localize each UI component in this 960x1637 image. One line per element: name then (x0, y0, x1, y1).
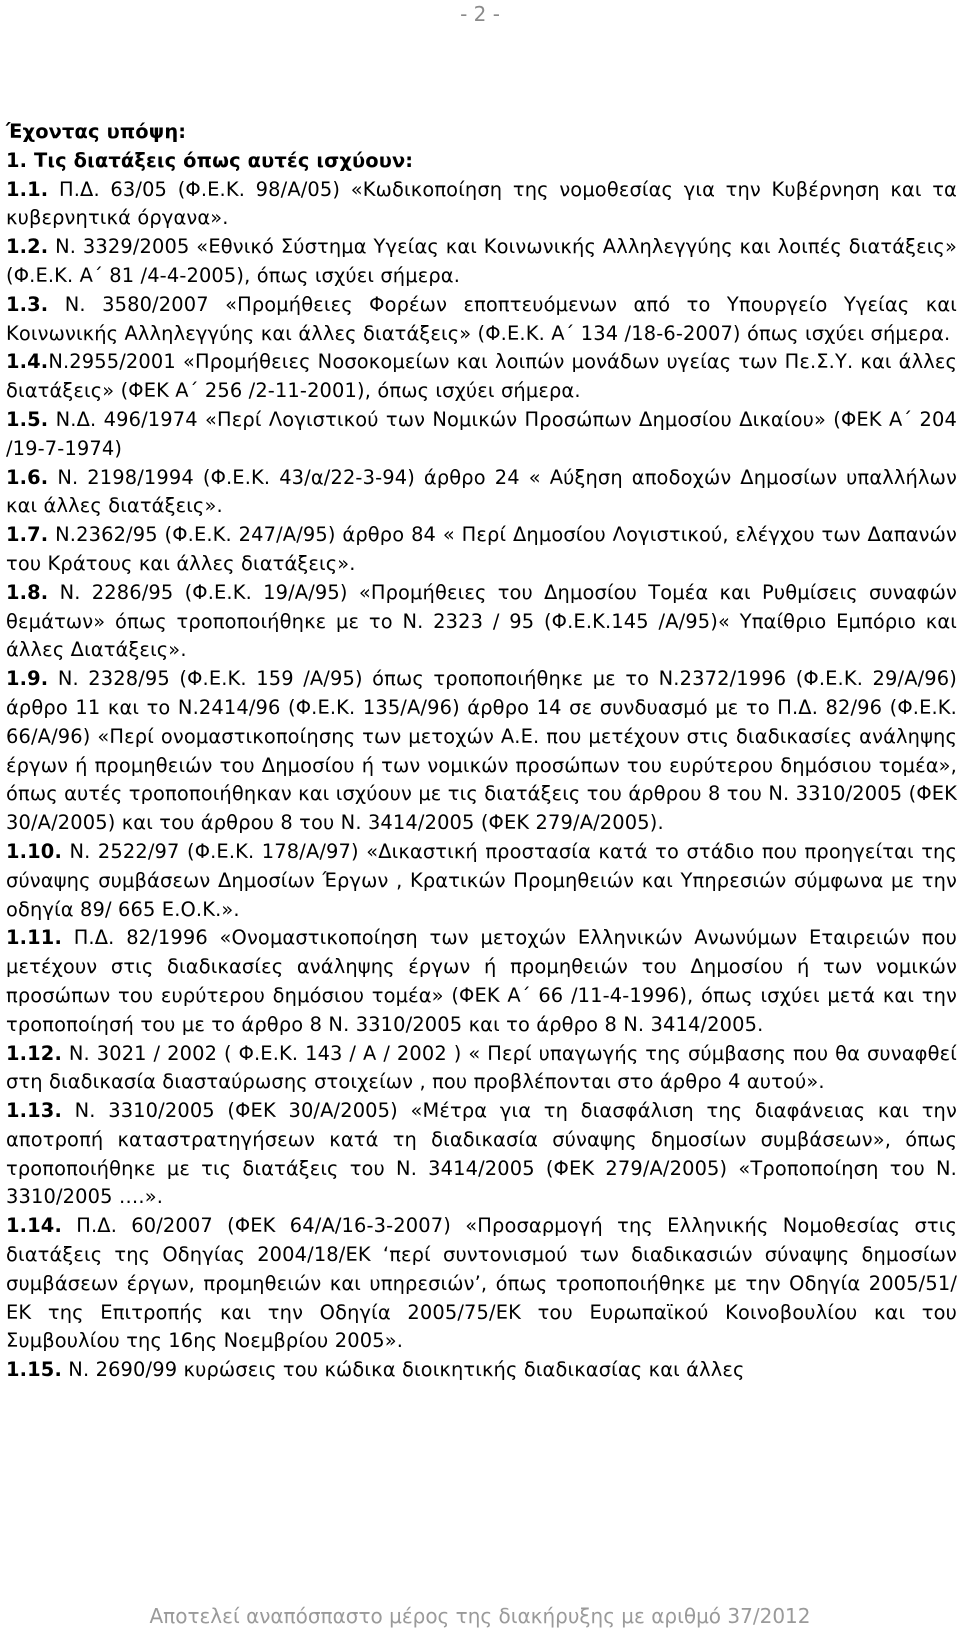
item-text: Ν. 2522/97 (Φ.Ε.Κ. 178/Α/97) «Δικαστική προστασία κατά το στάδιο που προηγείται της σύναψης συμβάσεων Δημοσίων Έργων , Κρατικών Προμηθειών και Υπηρεσιών σύμφωνα με την οδηγία 89/ 665 Ε.Ο.Κ.». (6, 839, 957, 921)
list-item (6, 176, 957, 234)
page-number: - 2 - (460, 2, 500, 26)
item-text: Ν. 3329/2005 «Εθνικό Σύστημα Υγείας και Κοινωνικής Αλληλεγγύης και λοιπές διατάξεις» (Φ.Ε.Κ. Α΄ 81 /4-4-2005), όπως ισχύει σήμερα. (6, 235, 957, 287)
item-number: 1.6. (6, 465, 49, 489)
item-number: 1.8. (6, 580, 49, 604)
item-text: Ν.2362/95 (Φ.Ε.Κ. 247/Α/95) άρθρο 84 « Περί Δημοσίου Λογιστικού, ελέγχου των Δαπανών του Κράτους και άλλες διατάξεις». (6, 523, 957, 575)
item-number: 1.3. (6, 292, 49, 316)
item-number: 1.4. (6, 350, 49, 374)
item-number: 1.2. (6, 235, 49, 259)
list-item (6, 838, 957, 924)
item-text: Π.Δ. 63/05 (Φ.Ε.Κ. 98/Α/05) «Κωδικοποίηση της νομοθεσίας για την Κυβέρνηση και τα κυβερνητικά όργανα». (6, 177, 957, 230)
item-text: Ν. 3580/2007 «Προμήθειες Φορέων εποπτευόμενων από το Υπουργείο Υγείας και Κοινωνικής Αλληλεγγύης και άλλες διατάξεις» (Φ.Ε.Κ. Α΄ 134 /18-6-2007) όπως ισχύει σήμερα. (6, 292, 957, 345)
list-item (6, 233, 957, 291)
item-text: Ν. 3310/2005 (ΦΕΚ 30/Α/2005) «Μέτρα για τη διασφάλιση της διαφάνειας και την αποτροπή καταστρατηγήσεων κατά τη διαδικασία σύναψης δημοσίων συμβάσεων», όπως τροποποιήθηκε με τις διατάξεις του Ν. 3414/2005 (ΦΕΚ 279/Α/2005) «Τροποποίηση του Ν. 3310/2005 ….». (6, 1099, 957, 1209)
item-number: 1.14. (6, 1214, 62, 1238)
item-number: 1.7. (6, 523, 49, 547)
item-number: 1.12. (6, 1041, 62, 1065)
item-number: 1.5. (6, 407, 49, 431)
item-number: 1.13. (6, 1099, 62, 1123)
list-item (6, 924, 957, 1039)
item-text: Ν.Δ. 496/1974 «Περί Λογιστικού των Νομικών Προσώπων Δημοσίου Δικαίου» (ΦΕΚ Α΄ 204 /19-7-1974) (6, 407, 957, 460)
item-text: Π.Δ. 60/2007 (ΦΕΚ 64/Α/16-3-2007) «Προσαρμογή της Ελληνικής Νομοθεσίας στις διατάξεις της Οδηγίας 2004/18/ΕΚ ‘περί συντονισμού των διαδικασιών σύναψης δημοσίων συμβάσεων έργων, προμηθειών και υπηρεσιών’, όπως τροποποιήθηκε με την Οδηγία 2005/51/ΕΚ της Επιτροπής και την Οδηγία 2005/75/ΕΚ του Ευρωπαϊκού Κοινοβουλίου και του Συμβουλίου της 16ης Νοεμβρίου 2005». (6, 1214, 957, 1353)
item-number: 1.1. (6, 177, 49, 201)
item-text: Ν. 2328/95 (Φ.Ε.Κ. 159 /Α/95) όπως τροποποιήθηκε με το Ν.2372/1996 (Φ.Ε.Κ. 29/Α/96) άρθρο 11 και το Ν.2414/96 (Φ.Ε.Κ. 135/Α/96) άρθρο 14 σε συνδυασμό με το Π.Δ. 82/96 (Φ.Ε.Κ. 66/Α/96) «Περί ονομαστικοποίησης των μετοχών Α.Ε. που μετέχουν στις διαδικασίες ανάληψης έργων ή προμηθειών του Δημοσίου ή των νομικών προσώπων του ευρύτερου δημόσιου τομέα», όπως αυτές τροποποιήθηκαν και ισχύουν με τις διατάξεις του άρθρου 8 του Ν. 3310/2005 (ΦΕΚ 30/Α/2005) και του άρθρου 8 του Ν. 3414/2005 (ΦΕΚ 279/Α/2005). (6, 667, 957, 835)
item-number: 1.9. (6, 667, 49, 691)
item-text: Ν. 2690/99 κυρώσεις του κώδικα διοικητικής διαδικασίας και άλλες (68, 1358, 745, 1382)
document-body (6, 118, 957, 1385)
item-text: Π.Δ. 82/1996 «Ονομαστικοποίηση των μετοχών Ελληνικών Ανωνύμων Εταιρειών που μετέχουν στις διαδικασίες ανάληψης έργων ή προμηθειών του Δημοσίου ή των νομικών προσώπων του ευρύτερου δημόσιου τομέα» (ΦΕΚ Α΄ 66 /11-4-1996), όπως ισχύει μετά και την τροποποίησή του με το άρθρο 8 Ν. 3310/2005 και το άρθρο 8 Ν. 3414/2005. (6, 926, 957, 1036)
item-text: Ν. 2286/95 (Φ.Ε.Κ. 19/Α/95) «Προμήθειες του Δημοσίου Τομέα και Ρυθμίσεις συναφών θεμάτων» όπως τροποποιήθηκε με το Ν. 2323 / 95 (Φ.Ε.Κ.145 /Α/95)« Υπαίθριο Εμπόριο και άλλες Διατάξεις». (6, 580, 957, 662)
list-item (6, 521, 957, 579)
heading: Έχοντας υπόψη: (6, 120, 187, 143)
item-number: 1.10. (6, 839, 62, 863)
item-text: Ν. 2198/1994 (Φ.Ε.Κ. 43/α/22-3-94) άρθρο 24 « Αύξηση αποδοχών Δημοσίων υπαλλήλων και άλλες διατάξεις». (6, 465, 957, 518)
page-footer: Αποτελεί αναπόσπαστο μέρος της διακήρυξης με αριθμό 37/2012 (149, 1604, 811, 1628)
item-number: 1.11. (6, 926, 62, 950)
list-item (6, 406, 957, 464)
list-item (6, 464, 957, 522)
item-text: Ν.2955/2001 «Προμήθειες Νοσοκομείων και λοιπών μονάδων υγείας των Πε.Σ.Υ. και άλλες διατάξεις» (ΦΕΚ Α΄ 256 /2-11-2001), όπως ισχύει σήμερα. (6, 350, 957, 403)
item-text: Ν. 3021 / 2002 ( Φ.Ε.Κ. 143 / Α / 2002 ) « Περί υπαγωγής της σύμβασης που θα συναφθεί στη διαδικασία διασταύρωσης στοιχείων , που προβλέπονται στο άρθρο 4 αυτού». (6, 1041, 957, 1094)
list-item (6, 665, 957, 838)
list-item (6, 348, 957, 406)
list-item (6, 291, 957, 349)
list-item (6, 579, 957, 665)
list-item (6, 1040, 957, 1098)
subheading: 1. Τις διατάξεις όπως αυτές ισχύουν: (6, 148, 414, 172)
list-item (6, 1356, 957, 1385)
list-item (6, 1097, 957, 1212)
list-item (6, 1212, 957, 1356)
item-number: 1.15. (6, 1358, 62, 1382)
